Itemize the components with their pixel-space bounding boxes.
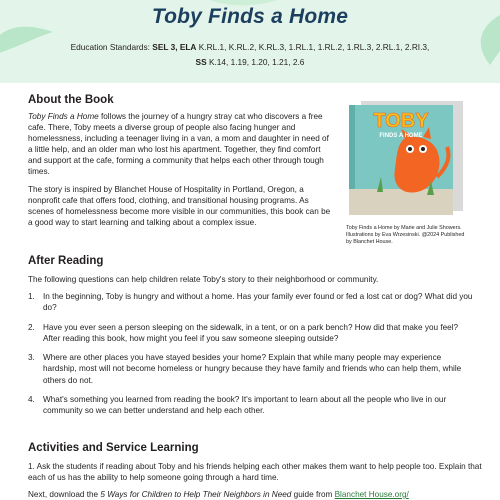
about-paragraph-2: The story is inspired by Blanchet House of Hospitality in Portland, Oregon, a nonprofit cafe that offers food, clothing, and transitional housing programs. As scenes of homelessness become more visible in our communities, this book can be a good way to start learning and talking about a complex issue. [28,185,331,228]
question-item [28,394,476,416]
sel-code: SEL 3, [152,42,178,52]
activities-paragraph-2 [28,489,488,500]
education-standards [40,40,460,70]
question-list [28,291,476,425]
activities-heading: Activities and Service Learning [28,442,199,454]
question-number: 1. [28,292,35,301]
about-paragraph-1 [28,111,333,178]
after-reading-heading: After Reading [28,255,104,267]
ss-standards: K.14, 1.19, 1.20, 1.21, 2.6 [208,57,305,67]
question-number: 2. [28,322,35,332]
ela-standards: K.RL.1, K.RL.2, K.RL.3, 1.RL.1, 1.RL.2, 1.RL.3, 2.RL.1, 2.RI.3, [198,42,430,52]
question-text: Have you ever seen a person sleeping on the sidewalk, in a tent, or on a park bench? How did that make you feel? After reading this book, how might you feel if you saw someone sleeping outside? [43,322,459,343]
after-reading-intro: The following questions can help children relate Toby's story to their neighborhood or community. [28,275,379,284]
question-number: 4. [28,395,35,405]
book-cover-title: TOBY [373,110,429,132]
document-title: Toby Finds a Home [151,5,349,28]
question-text: Where are other places you have stayed besides your home? Explain that while many people may experience hardship, most will not become homeless or hungry because they have family and friends who can help them, while others do not. [43,353,462,385]
question-number: 3. [28,353,35,363]
activities-p2-start: Next, download the [28,490,101,499]
activities-paragraph-1: 1. Ask the students if reading about Toby and his friends helping each other makes them want to help people too. Explain that each of us has the ability to help someone going through a hard time. [28,462,482,483]
ss-code: SS [195,57,207,67]
book-cover-subtitle: FINDS A HOME [379,133,423,139]
activities-p2-mid: guide from [291,490,335,499]
ela-code: ELA [179,42,197,52]
header-band [0,0,500,83]
blanchet-house-link[interactable]: Blanchet House.org/ [334,490,409,499]
book-caption: Toby Finds a Home by Marie and Julie Showers. Illustrations by Eva Wrzesinski. @2024 Published by Blanchet House. [346,225,465,245]
question-text: What's something you learned from reading the book? It's important to learn about all the people who live in our community so we can better understand and help each other. [43,395,447,416]
standards-label: Education Standards: [70,42,150,52]
question-item [28,291,476,313]
question-text: In the beginning, Toby is hungry and without a home. Has your family ever found or fed a lost cat or dog? What did you do? [43,292,473,313]
about-heading: About the Book [28,94,114,106]
about-summary: follows the journey of a hungry stray cat who discovers a free cafe. There, Toby meets a diverse group of people also facing hunger and homelessness, including a teenager living in a van, a mom and daughter in need of a little help, and an older man who lost his apartment. Together, they find comfort and support at the cafe, forming a community that helps each other through tough times. [28,112,329,177]
question-item [28,322,476,344]
guide-title: 5 Ways for Children to Help Their Neighbors in Need [100,490,292,499]
question-item [28,352,476,385]
about-book-title: Toby Finds a Home [28,112,99,121]
book-cover-image [347,97,465,219]
